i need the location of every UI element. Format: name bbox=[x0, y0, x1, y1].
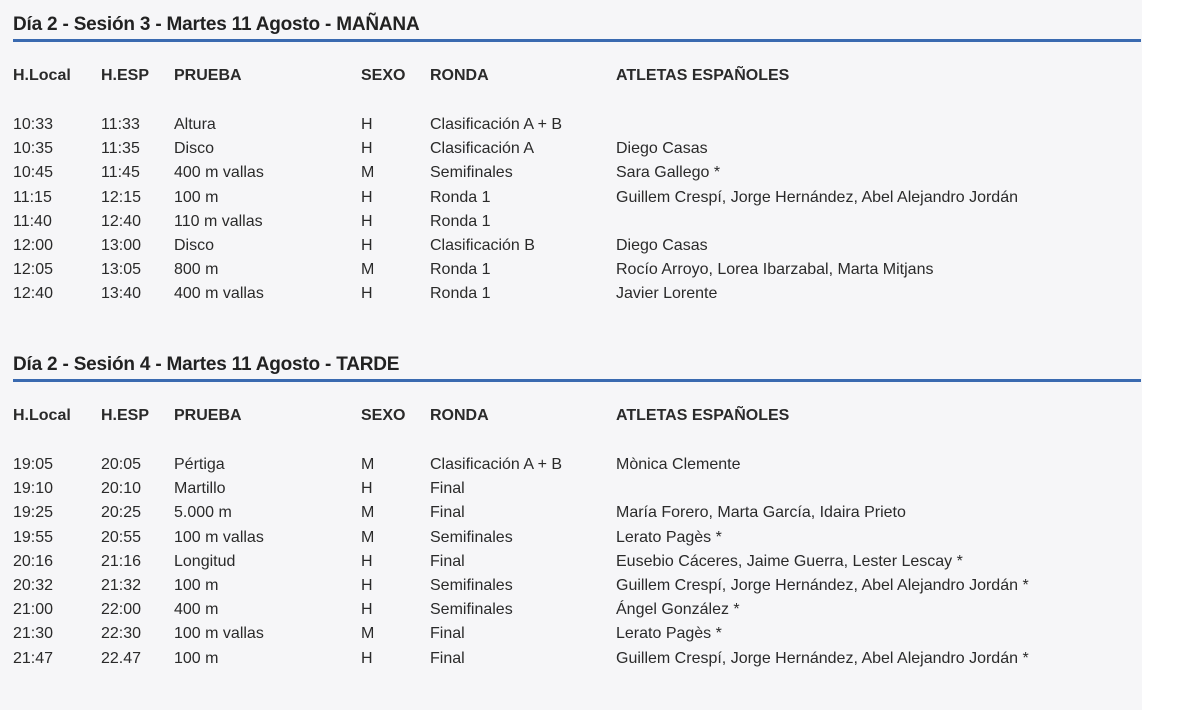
cell-h-esp: 21:16 bbox=[101, 552, 142, 570]
header-h-local: H.Local bbox=[13, 67, 71, 84]
table-body bbox=[0, 453, 1142, 671]
cell-prueba: Disco bbox=[174, 236, 215, 254]
table-row bbox=[0, 526, 1142, 550]
cell-atletas: María Forero, Marta García, Idaira Prieto bbox=[616, 504, 906, 522]
cell-prueba: Martillo bbox=[174, 480, 226, 498]
table-row bbox=[0, 453, 1142, 477]
header-atletas: ATLETAS ESPAÑOLES bbox=[616, 67, 790, 84]
cell-ronda: Ronda 1 bbox=[430, 212, 491, 230]
cell-sexo: M bbox=[361, 528, 375, 546]
session-title: Día 2 - Sesión 3 - Martes 11 Agosto - MAÑANA bbox=[13, 14, 420, 35]
cell-ronda: Semifinales bbox=[430, 576, 513, 594]
cell-h-esp: 13:05 bbox=[101, 261, 142, 279]
cell-sexo: H bbox=[361, 236, 373, 254]
cell-prueba: 400 m vallas bbox=[174, 164, 264, 182]
cell-atletas: Sara Gallego * bbox=[616, 164, 721, 182]
table-row bbox=[0, 137, 1142, 161]
header-h-esp: H.ESP bbox=[101, 67, 150, 84]
cell-atletas: Guillem Crespí, Jorge Hernández, Abel Alejandro Jordán * bbox=[616, 576, 1029, 594]
cell-h-local: 12:00 bbox=[13, 236, 54, 254]
cell-ronda: Clasificación A + B bbox=[430, 116, 563, 133]
header-sexo: SEXO bbox=[361, 67, 406, 84]
cell-h-esp: 11:35 bbox=[101, 140, 140, 158]
cell-h-local: 11:40 bbox=[13, 212, 52, 230]
cell-atletas: Guillem Crespí, Jorge Hernández, Abel Alejandro Jordán bbox=[616, 188, 1018, 206]
cell-ronda: Clasificación A + B bbox=[430, 456, 563, 473]
cell-sexo: M bbox=[361, 504, 375, 522]
cell-sexo: H bbox=[361, 188, 373, 206]
cell-h-local: 10:33 bbox=[13, 116, 54, 133]
cell-prueba: Longitud bbox=[174, 552, 236, 570]
cell-atletas: Ángel González * bbox=[616, 601, 740, 619]
cell-ronda: Ronda 1 bbox=[430, 188, 491, 206]
cell-h-esp: 21:32 bbox=[101, 576, 142, 594]
header-h-esp: H.ESP bbox=[101, 407, 150, 424]
cell-prueba: 800 m bbox=[174, 261, 219, 279]
cell-atletas: Lerato Pagès * bbox=[616, 528, 722, 546]
cell-atletas: Mònica Clemente bbox=[616, 456, 741, 473]
cell-h-local: 21:30 bbox=[13, 625, 54, 643]
cell-sexo: H bbox=[361, 576, 373, 594]
cell-sexo: H bbox=[361, 601, 373, 619]
cell-h-local: 19:10 bbox=[13, 480, 54, 498]
cell-ronda: Ronda 1 bbox=[430, 261, 491, 279]
cell-ronda: Clasificación B bbox=[430, 236, 535, 254]
table-row bbox=[0, 574, 1142, 598]
cell-h-local: 21:47 bbox=[13, 649, 54, 667]
cell-h-local: 21:00 bbox=[13, 601, 54, 619]
table-row bbox=[0, 550, 1142, 574]
table-row bbox=[0, 186, 1142, 210]
cell-h-esp: 11:33 bbox=[101, 116, 140, 133]
cell-atletas: Diego Casas bbox=[616, 236, 708, 254]
cell-ronda: Final bbox=[430, 552, 465, 570]
cell-sexo: H bbox=[361, 285, 373, 303]
cell-h-local: 11:15 bbox=[13, 188, 52, 206]
cell-atletas: Rocío Arroyo, Lorea Ibarzabal, Marta Mitjans bbox=[616, 261, 934, 279]
cell-h-local: 12:05 bbox=[13, 261, 54, 279]
cell-sexo: H bbox=[361, 649, 373, 667]
cell-sexo: H bbox=[361, 212, 373, 230]
cell-prueba: Altura bbox=[174, 116, 216, 133]
cell-h-local: 20:32 bbox=[13, 576, 54, 594]
cell-h-esp: 20:55 bbox=[101, 528, 142, 546]
cell-h-local: 19:25 bbox=[13, 504, 54, 522]
cell-h-local: 12:40 bbox=[13, 285, 54, 303]
cell-ronda: Final bbox=[430, 480, 465, 498]
header-h-local: H.Local bbox=[13, 407, 71, 424]
cell-prueba: Pértiga bbox=[174, 456, 225, 473]
cell-atletas: Guillem Crespí, Jorge Hernández, Abel Alejandro Jordán * bbox=[616, 649, 1029, 667]
cell-prueba: 5.000 m bbox=[174, 504, 232, 522]
cell-prueba: 400 m vallas bbox=[174, 285, 264, 303]
cell-sexo: H bbox=[361, 480, 373, 498]
table-body bbox=[0, 113, 1142, 307]
cell-ronda: Clasificación A bbox=[430, 140, 535, 158]
header-prueba: PRUEBA bbox=[174, 67, 242, 84]
cell-atletas: Javier Lorente bbox=[616, 285, 718, 303]
table-row bbox=[0, 234, 1142, 258]
cell-sexo: H bbox=[361, 552, 373, 570]
header-ronda: RONDA bbox=[430, 407, 489, 424]
cell-h-esp: 13:40 bbox=[101, 285, 142, 303]
cell-sexo: M bbox=[361, 456, 375, 473]
cell-prueba: 100 m bbox=[174, 576, 219, 594]
cell-h-local: 19:05 bbox=[13, 456, 54, 473]
cell-ronda: Final bbox=[430, 625, 465, 643]
cell-atletas: Eusebio Cáceres, Jaime Guerra, Lester Lescay * bbox=[616, 552, 963, 570]
cell-atletas: Lerato Pagès * bbox=[616, 625, 722, 643]
table-header bbox=[0, 64, 1142, 88]
title-divider bbox=[13, 379, 1141, 382]
cell-ronda: Final bbox=[430, 504, 465, 522]
cell-h-local: 10:35 bbox=[13, 140, 54, 158]
cell-ronda: Semifinales bbox=[430, 164, 513, 182]
cell-h-esp: 11:45 bbox=[101, 164, 140, 182]
header-sexo: SEXO bbox=[361, 407, 406, 424]
cell-h-local: 10:45 bbox=[13, 164, 54, 182]
cell-atletas: Diego Casas bbox=[616, 140, 708, 158]
table-row bbox=[0, 477, 1142, 501]
cell-h-esp: 13:00 bbox=[101, 236, 142, 254]
table-row bbox=[0, 282, 1142, 306]
table-header bbox=[0, 404, 1142, 428]
cell-prueba: Disco bbox=[174, 140, 215, 158]
cell-h-local: 19:55 bbox=[13, 528, 54, 546]
header-ronda: RONDA bbox=[430, 67, 489, 84]
cell-h-esp: 20:25 bbox=[101, 504, 142, 522]
cell-ronda: Ronda 1 bbox=[430, 285, 491, 303]
table-row bbox=[0, 622, 1142, 646]
cell-h-esp: 20:10 bbox=[101, 480, 142, 498]
table-row bbox=[0, 161, 1142, 185]
cell-h-esp: 22.47 bbox=[101, 649, 142, 667]
cell-ronda: Semifinales bbox=[430, 601, 513, 619]
table-row bbox=[0, 258, 1142, 282]
cell-h-esp: 22:30 bbox=[101, 625, 142, 643]
session-title: Día 2 - Sesión 4 - Martes 11 Agosto - TARDE bbox=[13, 354, 400, 375]
cell-sexo: M bbox=[361, 625, 375, 643]
cell-h-esp: 12:15 bbox=[101, 188, 142, 206]
table-row bbox=[0, 598, 1142, 622]
cell-prueba: 110 m vallas bbox=[174, 212, 263, 230]
cell-prueba: 100 m vallas bbox=[174, 528, 264, 546]
cell-ronda: Final bbox=[430, 649, 465, 667]
cell-sexo: H bbox=[361, 116, 373, 133]
cell-prueba: 100 m bbox=[174, 188, 219, 206]
cell-sexo: M bbox=[361, 261, 375, 279]
header-prueba: PRUEBA bbox=[174, 407, 242, 424]
title-divider bbox=[13, 39, 1141, 42]
header-atletas: ATLETAS ESPAÑOLES bbox=[616, 407, 790, 424]
cell-prueba: 100 m vallas bbox=[174, 625, 264, 643]
table-row bbox=[0, 501, 1142, 525]
cell-h-esp: 12:40 bbox=[101, 212, 142, 230]
table-row bbox=[0, 113, 1142, 137]
cell-prueba: 100 m bbox=[174, 649, 219, 667]
cell-prueba: 400 m bbox=[174, 601, 219, 619]
table-row bbox=[0, 210, 1142, 234]
cell-h-local: 20:16 bbox=[13, 552, 54, 570]
cell-sexo: H bbox=[361, 140, 373, 158]
table-row bbox=[0, 647, 1142, 671]
cell-sexo: M bbox=[361, 164, 375, 182]
cell-h-esp: 22:00 bbox=[101, 601, 142, 619]
cell-ronda: Semifinales bbox=[430, 528, 513, 546]
cell-h-esp: 20:05 bbox=[101, 456, 142, 473]
